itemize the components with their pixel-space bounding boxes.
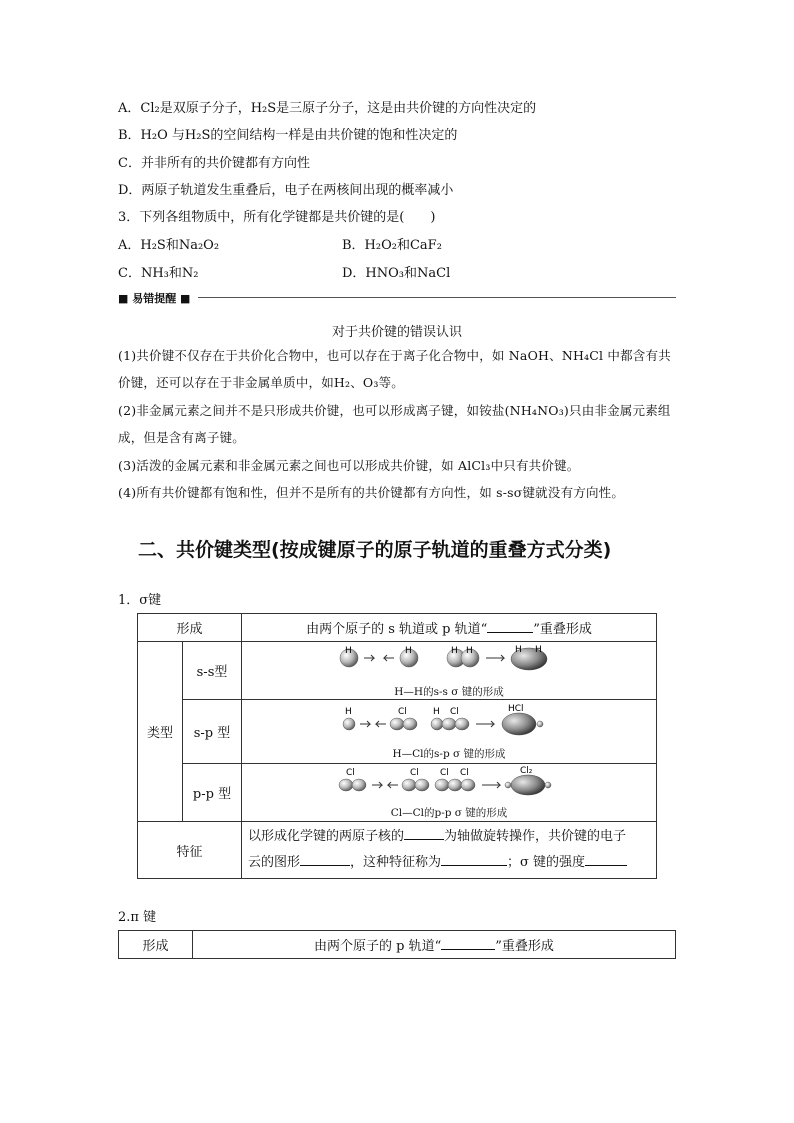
- sigma-formation-post: ”重叠形成: [533, 622, 592, 637]
- section-title: 二、共价键类型(按成键原子的原子轨道的重叠方式分类): [138, 539, 612, 561]
- pi-heading: 2.π 键: [118, 910, 157, 925]
- atom-label: Cl: [346, 768, 355, 778]
- atom-label: H: [345, 646, 352, 656]
- sp-caption: H—Cl的s-p σ 键的形成: [392, 748, 506, 760]
- q3-stem: 3．下列各组物质中，所有化学键都是共价键的是( ): [118, 210, 436, 225]
- feature-text-1: 以形成化学键的两原子核的: [248, 829, 405, 844]
- feature-text-4: ，这种特征称为: [350, 855, 442, 870]
- h-atom: [343, 718, 355, 730]
- pi-formation-blank[interactable]: [441, 938, 495, 950]
- atom-label: H: [345, 707, 352, 717]
- feature-blank-strength[interactable]: [585, 854, 627, 866]
- atom-label: HCl: [508, 704, 524, 714]
- ss-diagram-cell: [242, 642, 657, 700]
- q3-option-c: C．NH₃和N₂: [118, 266, 199, 281]
- q2-option-c: C．并非所有的共价键都有方向性: [118, 156, 310, 171]
- p-orbital-lobe: [403, 718, 417, 730]
- arrow-left-icon: [376, 721, 386, 727]
- pi-formation-cell: [193, 931, 676, 959]
- p-orbital-lobe: [461, 779, 475, 791]
- arrow-right-icon: [364, 655, 374, 661]
- tip-item-4: (4)所有共价键都有饱和性，但并不是所有的共价键都有方向性，如 s-sσ键就没有方向性。: [118, 485, 625, 500]
- ss-sigma-diagram: [334, 642, 564, 680]
- q3-option-d: D．HNO₃和NaCl: [342, 266, 451, 281]
- tip-header: [118, 290, 676, 304]
- h-atom: [431, 718, 443, 730]
- feature-text-2: 为轴做旋转操作，共价键的电子: [444, 829, 627, 844]
- feature-blank-axis[interactable]: [404, 828, 444, 840]
- atom-label: Cl₂: [520, 766, 533, 776]
- p-orbital-lobe: [435, 779, 449, 791]
- q2-option-b: B．H₂O 与H₂S的空间结构一样是由共价键的饱和性决定的: [118, 128, 458, 143]
- q2-option-a: A．Cl₂是双原子分子，H₂S是三原子分子，这是由共价键的方向性决定的: [118, 101, 537, 116]
- atom-label: H: [433, 707, 440, 717]
- q3-option-b: B．H₂O₂和CaF₂: [342, 238, 442, 253]
- feature-text-5: ；σ 键的强度: [507, 855, 586, 870]
- cl2-molecule: [511, 775, 545, 795]
- atom-label: H: [535, 645, 542, 655]
- hcl-molecule: [502, 713, 536, 735]
- atom-label: Cl: [398, 707, 407, 717]
- atom-label: Cl: [440, 768, 449, 778]
- atom-label: Cl: [460, 768, 469, 778]
- arrow-right-icon: [476, 721, 494, 727]
- tip-item-2: (2)非金属元素之间并不是只形成共价键，也可以形成离子键，如铵盐(NH₄NO₃)只由非金属元素组成，但是含有离子键。: [118, 403, 671, 445]
- pp-sigma-diagram: [334, 765, 564, 801]
- p-orbital-lobe: [442, 718, 456, 730]
- tip-title: 对于共价键的错误认识: [331, 325, 462, 340]
- tip-label: ■ 易错提醒 ■: [118, 292, 191, 305]
- q2-option-d: D．两原子轨道发生重叠后，电子在两核间出现的概率减小: [118, 183, 454, 198]
- sigma-formation-blank[interactable]: [487, 621, 533, 633]
- ss-type-label: s-s型: [183, 642, 242, 700]
- tip-item-3: (3)活泼的金属元素和非金属元素之间也可以形成共价键，如 AlCl₃中只有共价键。: [118, 458, 580, 473]
- sigma-table: [137, 613, 657, 879]
- sigma-feature-label: 特征: [138, 822, 242, 879]
- sigma-formation-cell: [242, 614, 657, 642]
- arrow-left-icon: [384, 655, 394, 661]
- pi-formation-pre: 由两个原子的 p 轨道“: [314, 939, 442, 954]
- sigma-formation-pre: 由两个原子的 s 轨道或 p 轨道“: [306, 622, 488, 637]
- atom-label: H: [405, 646, 412, 656]
- atom-label: Cl: [450, 707, 459, 717]
- sp-diagram-cell: [242, 700, 657, 764]
- p-orbital-lobe: [415, 779, 429, 791]
- pi-formation-label: 形成: [119, 931, 193, 959]
- sigma-heading: 1．σ键: [118, 593, 162, 608]
- feature-blank-name[interactable]: [441, 854, 507, 866]
- pi-table: [118, 930, 676, 959]
- feature-blank-shape[interactable]: [300, 854, 350, 866]
- ss-caption: H—H的s-s σ 键的形成: [394, 686, 504, 698]
- pp-type-label: p-p 型: [183, 764, 242, 822]
- sigma-feature-cell: [242, 822, 657, 879]
- p-orbital-tail: [545, 782, 551, 788]
- atom-label: H: [515, 645, 522, 655]
- pp-caption: Cl—Cl的p-p σ 键的形成: [390, 807, 508, 819]
- p-orbital-tail: [537, 721, 543, 727]
- sp-type-label: s-p 型: [183, 700, 242, 764]
- pp-diagram-cell: [242, 764, 657, 822]
- sigma-type-label: 类型: [138, 642, 183, 822]
- p-orbital-lobe: [402, 779, 416, 791]
- atom-label: H: [466, 646, 473, 656]
- sigma-formation-label: 形成: [138, 614, 242, 642]
- arrow-right-icon: [372, 782, 382, 788]
- p-orbital-tail: [505, 782, 511, 788]
- atom-label: Cl: [410, 768, 419, 778]
- arrow-right-icon: [482, 782, 500, 788]
- arrow-right-icon: [486, 655, 504, 661]
- feature-text-3: 云的图形: [248, 855, 301, 870]
- tip-divider: [198, 297, 676, 298]
- p-orbital-lobe: [455, 718, 469, 730]
- sp-sigma-diagram: [334, 702, 564, 742]
- q3-option-a: A．H₂S和Na₂O₂: [118, 238, 220, 253]
- p-orbital-lobe: [390, 718, 404, 730]
- pi-formation-post: ”重叠形成: [495, 939, 554, 954]
- p-orbital-lobe: [448, 779, 462, 791]
- atom-label: H: [451, 646, 458, 656]
- p-orbital-lobe: [339, 779, 353, 791]
- arrow-left-icon: [388, 782, 398, 788]
- p-orbital-lobe: [352, 779, 366, 791]
- tip-item-1: (1)共价键不仅存在于共价化合物中，也可以存在于离子化合物中，如 NaOH、NH₄Cl 中都含有共价键，还可以存在于非金属单质中，如H₂、O₃等。: [118, 348, 671, 390]
- arrow-right-icon: [360, 721, 370, 727]
